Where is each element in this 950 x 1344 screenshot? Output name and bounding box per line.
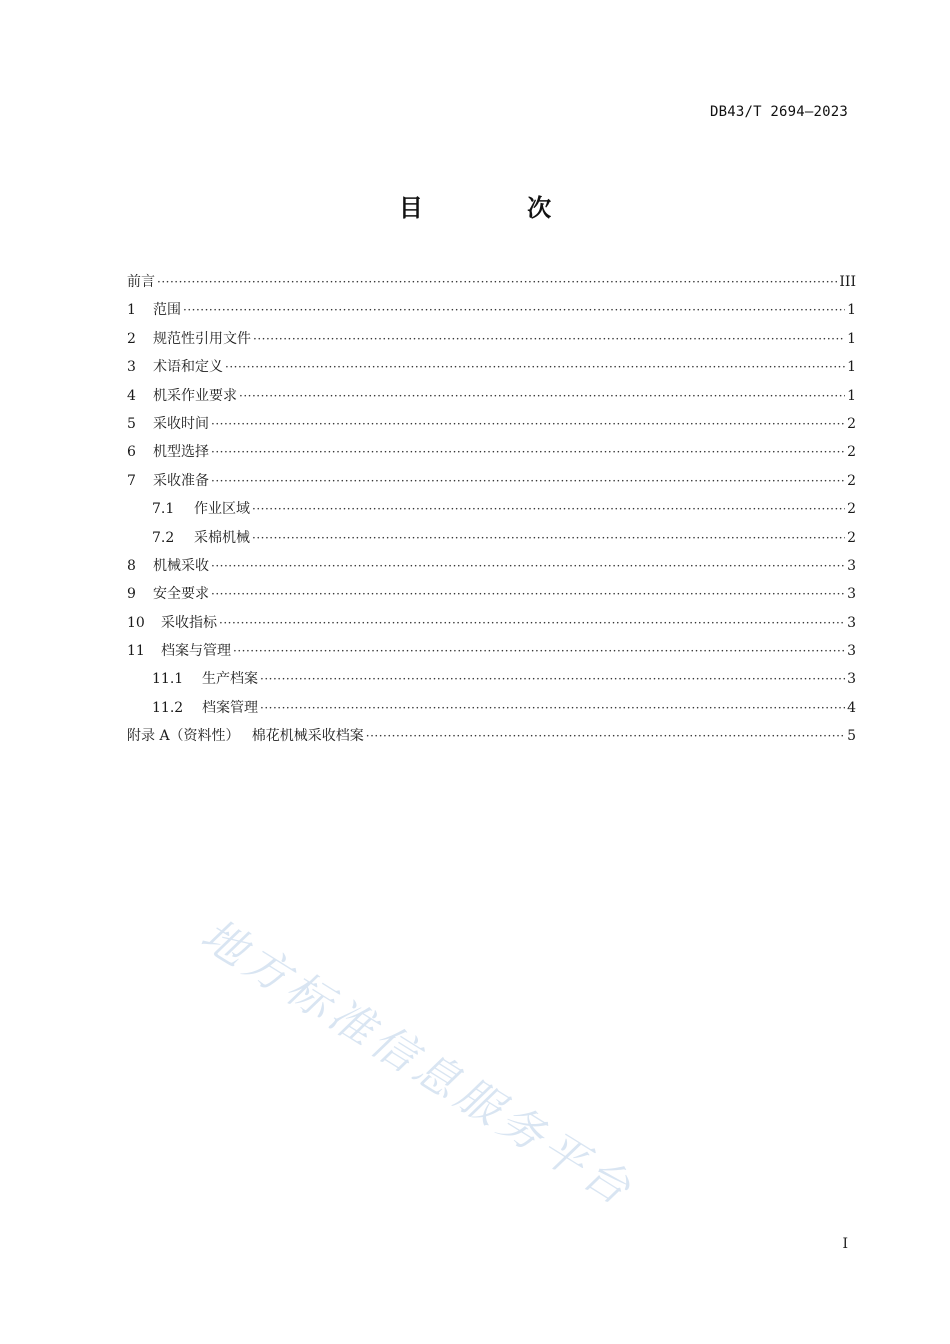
toc-entry-label: 术语和定义 [153,359,223,376]
toc-entry-9[interactable] [127,580,856,608]
dot-leader [252,524,845,552]
toc-entry-page: 3 [847,671,856,688]
toc-entry-label: 棉花机械采收档案 [251,728,364,745]
toc-entry-10[interactable] [127,609,856,637]
toc-entry-page: 4 [847,699,856,716]
toc-entry-label: 采棉机械 [194,529,250,546]
toc-entry-page: 2 [847,415,856,432]
dot-leader [239,382,845,410]
toc-entry-page: 3 [847,614,856,631]
toc-entry-label: 安全要求 [153,586,209,603]
toc-entry-3[interactable] [127,353,856,381]
toc-entry-number: 5 [127,415,136,432]
dot-leader [211,467,845,495]
toc-entry-page: 2 [847,444,856,461]
toc-entry-11[interactable] [127,637,856,665]
toc-entry-page: 3 [847,557,856,574]
toc-entry-number: 10 [127,614,145,631]
toc-entry-4[interactable] [127,382,856,410]
toc-entry-label: 前言 [127,274,155,290]
toc-entry-7-2[interactable] [127,524,856,552]
toc-entry-number: 2 [127,330,136,347]
toc-entry-number: 7.1 [152,501,175,518]
toc-entry-number: 7.2 [152,529,175,546]
toc-entry-number: 9 [127,586,136,603]
dot-leader [366,722,845,750]
toc-entry-label: 生产档案 [202,671,258,688]
dot-leader [260,694,845,722]
toc-entry-6[interactable] [127,438,856,466]
toc-entry-page: 2 [847,501,856,518]
toc-entry-label: 采收时间 [153,415,209,432]
toc-entry-page: 2 [847,529,856,546]
page-number: I [842,1236,848,1252]
toc-entry-label: 机采作业要求 [153,387,237,404]
toc-entry-11-1[interactable] [127,665,856,693]
toc-entry-page: 1 [847,330,856,347]
toc-entry-page: III [839,274,856,290]
toc-entry-7-1[interactable] [127,495,856,523]
dot-leader [260,665,845,693]
dot-leader [157,268,837,296]
toc-entry-number: 7 [127,472,136,489]
dot-leader [225,353,845,381]
page-title: 目 次 [398,194,600,222]
toc-entry-11-2[interactable] [127,694,856,722]
toc-entry-label: 作业区域 [194,501,250,518]
toc-entry-label: 采收准备 [153,472,209,489]
dot-leader [183,296,845,324]
toc-entry-page: 1 [847,387,856,404]
toc-entry-label: 采收指标 [161,614,217,631]
toc-entry-label: 范围 [153,302,181,319]
document-code: DB43/T 2694—2023 [709,104,848,120]
toc-entry-8[interactable] [127,552,856,580]
toc-entry-page: 1 [847,302,856,319]
toc-entry-number: 11.1 [152,671,184,688]
toc-entry-page: 1 [847,359,856,376]
toc-entry-number: 8 [127,557,136,574]
toc-entry-number: 附录 A（资料性） [127,728,240,745]
toc-entry-1[interactable] [127,296,856,324]
toc-entry-page: 5 [847,728,856,745]
dot-leader [253,325,845,353]
toc-entry-5[interactable] [127,410,856,438]
dot-leader [219,609,845,637]
toc-entry-label: 档案管理 [202,699,258,716]
toc-entry-number: 6 [127,444,136,461]
toc-entry-page: 3 [847,643,856,660]
toc-entry-7[interactable] [127,467,856,495]
toc-entry-number: 11 [127,643,145,660]
toc-entry-label: 规范性引用文件 [153,330,251,347]
dot-leader [211,552,845,580]
toc-entry-label: 机械采收 [153,557,209,574]
dot-leader [233,637,845,665]
dot-leader [211,580,845,608]
watermark: 地方标准信息服务平台 [192,909,644,1218]
toc-entry-number: 3 [127,359,136,376]
toc-entry-page: 3 [847,586,856,603]
table-of-contents [127,268,856,751]
toc-entry-2[interactable] [127,325,856,353]
dot-leader [252,495,845,523]
toc-entry-label: 档案与管理 [161,643,231,660]
toc-entry-number: 1 [127,302,136,319]
toc-entry-label: 机型选择 [153,444,209,461]
dot-leader [211,438,845,466]
dot-leader [211,410,845,438]
toc-entry-appendix-a[interactable] [127,722,856,750]
toc-entry-number: 11.2 [152,699,184,716]
toc-entry-number: 4 [127,387,136,404]
toc-entry-page: 2 [847,472,856,489]
toc-entry-foreword[interactable] [127,268,856,296]
